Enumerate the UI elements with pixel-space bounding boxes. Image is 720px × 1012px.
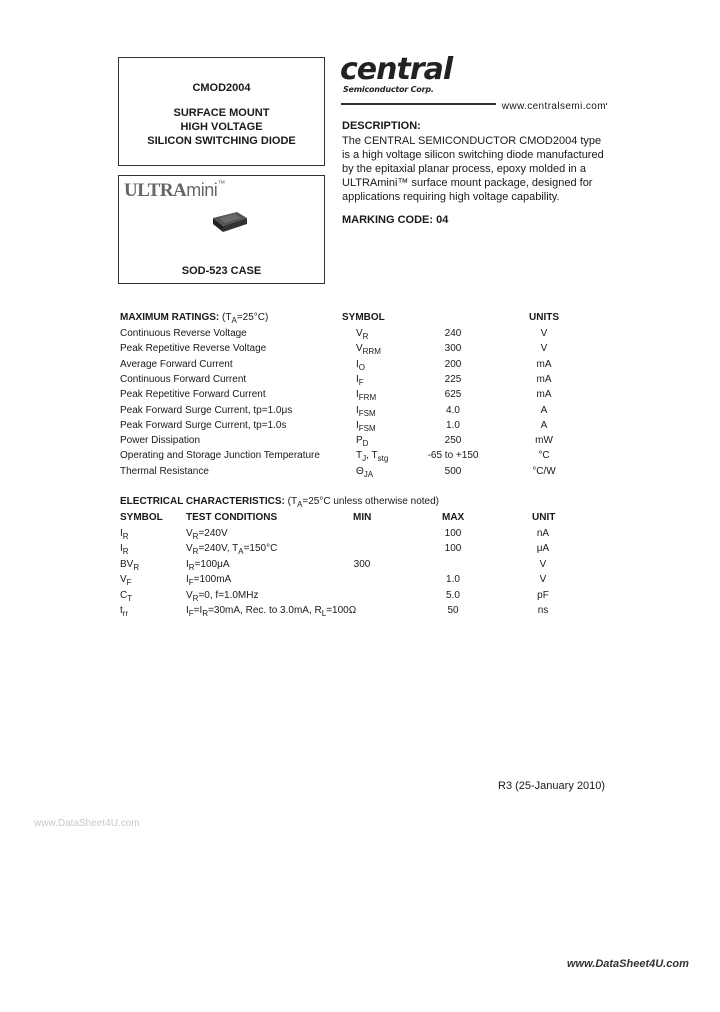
device-description (119, 106, 324, 148)
elec-unit: V (539, 558, 547, 570)
max-rating-symbol: $V_{RRM}$ (356, 343, 381, 357)
description-line: ULTRAmini™ surface mount package, designed for (342, 177, 593, 189)
electrical-title: ELECTRICAL CHARACTERISTICS: (120, 496, 285, 507)
max-ratings-heading (120, 312, 268, 323)
elec-symbol: $I_R$ (120, 543, 129, 557)
cond-post: =25°C unless otherwise noted) (302, 496, 439, 507)
elec-test-condition: $V_R=240V$, $T_A=150^\circ C$ (186, 543, 278, 557)
description-line: by the epitaxial planar process, epoxy molded in a (342, 163, 586, 175)
elec-unit: pF (537, 589, 549, 601)
max-rating-unit: V (540, 328, 548, 339)
elec-max: 1.0 (446, 574, 460, 586)
max-rating-unit: V (540, 343, 548, 355)
title-box (118, 57, 325, 166)
max-rating-value: 200 (444, 358, 462, 370)
description-line: The CENTRAL SEMICONDUCTOR CMOD2004 type (342, 135, 602, 147)
max-rating-param: Continuous Reverse Voltage (120, 328, 247, 339)
elec-symbol: $V_F$ (120, 574, 132, 588)
logo-subtitle: Semiconductor Corp. (343, 85, 434, 94)
electrical-col-max: MAX (442, 512, 465, 523)
max-rating-value: -65 to +150 (427, 450, 479, 462)
logo-wordmark: central (340, 52, 453, 87)
description-heading: DESCRIPTION: (342, 120, 421, 132)
max-rating-symbol: $I_{FRM}$ (356, 389, 377, 403)
cond-sub: A (231, 316, 237, 325)
cond-sub: A (297, 500, 303, 509)
elec-unit: nA (536, 528, 550, 539)
max-ratings-title: MAXIMUM RATINGS: (120, 312, 220, 323)
max-rating-param: Peak Repetitive Reverse Voltage (120, 343, 267, 355)
max-ratings-col-symbol: SYMBOL (342, 312, 385, 323)
description-line: applications requiring high voltage capability. (342, 191, 560, 203)
title-line-2: HIGH VOLTAGE (180, 121, 263, 133)
elec-symbol: $C_T$ (120, 589, 133, 603)
max-rating-param: Power Dissipation (120, 435, 201, 447)
package-box (118, 175, 325, 284)
electrical-condition (288, 496, 439, 507)
description-body (342, 134, 612, 204)
max-rating-value: 500 (444, 465, 462, 477)
central-logo (340, 52, 453, 94)
max-rating-value: 300 (444, 343, 462, 355)
max-rating-symbol: $V_R$ (356, 328, 369, 341)
max-rating-param: Operating and Storage Junction Temperature (120, 450, 320, 462)
elec-max: 100 (444, 543, 462, 555)
title-line-1: SURFACE MOUNT (173, 107, 270, 119)
max-rating-param: Peak Forward Surge Current, tp=1.0μs (120, 404, 293, 416)
max-ratings-condition (222, 312, 268, 323)
max-rating-symbol: $I_{FSM}$ (356, 419, 376, 433)
max-rating-unit: °C (538, 450, 550, 462)
max-rating-unit: A (540, 419, 548, 431)
watermark-faint: www.DataSheet4U.com (34, 818, 140, 829)
elec-test-condition: $I_R=100\mu A$ (186, 558, 230, 572)
website-url: www.centralsemi.com (496, 101, 606, 112)
max-rating-symbol: $P_D$ (356, 435, 369, 449)
max-rating-symbol: $\Theta_{JA}$ (356, 465, 374, 479)
max-rating-param: Continuous Forward Current (120, 373, 247, 385)
description-line: is a high voltage silicon switching diode manufactured (342, 149, 604, 161)
electrical-col-symbol: SYMBOL (120, 512, 163, 523)
max-rating-value: 1.0 (446, 419, 460, 431)
ultramini-logo (124, 179, 225, 202)
elec-unit: ns (537, 605, 549, 616)
max-rating-unit: mW (535, 435, 553, 447)
elec-symbol: $I_R$ (120, 528, 129, 541)
part-number: CMOD2004 (192, 82, 251, 94)
cond-post: =25°C) (236, 312, 269, 323)
sod523-package-image (207, 210, 251, 236)
elec-symbol: $t_{rr}$ (120, 605, 129, 618)
max-rating-unit: A (540, 404, 548, 416)
max-rating-symbol: $I_F$ (356, 373, 364, 387)
marking-code: MARKING CODE: 04 (342, 214, 449, 226)
cond-pre: (T (222, 312, 232, 323)
ultramini-logo-mini: mini (186, 180, 218, 200)
max-rating-unit: mA (536, 358, 552, 370)
elec-unit: V (539, 574, 547, 586)
elec-test-condition: $I_F=I_R=30mA$, Rec. to 3.0mA, $R_L=100\Omega$ (186, 605, 357, 618)
max-rating-value: 225 (444, 373, 462, 385)
elec-max: 50 (447, 605, 459, 616)
elec-test-condition: $V_R=0$, f=1.0MHz (186, 589, 259, 603)
electrical-col-unit: UNIT (532, 512, 556, 523)
elec-max: 100 (444, 528, 462, 539)
max-rating-value: 250 (444, 435, 462, 447)
electrical-col-test: TEST CONDITIONS (186, 512, 278, 523)
cond-pre: (T (287, 496, 298, 507)
max-rating-symbol: $I_O$ (356, 358, 366, 372)
max-ratings-col-units: UNITS (529, 312, 559, 323)
case-label: SOD-523 CASE (181, 265, 262, 277)
elec-unit: μA (536, 543, 550, 555)
max-rating-param: Thermal Resistance (120, 465, 209, 477)
max-rating-unit: mA (536, 373, 552, 385)
max-rating-param: Peak Forward Surge Current, tp=1.0s (120, 419, 287, 431)
elec-min: 300 (353, 558, 371, 570)
max-rating-unit: °C/W (532, 465, 556, 477)
max-rating-unit: mA (536, 389, 552, 401)
elec-test-condition: $I_F=100mA$ (186, 574, 232, 588)
ultramini-logo-tm: ™ (217, 179, 225, 188)
elec-symbol: $BV_R$ (120, 558, 140, 572)
max-rating-param: Peak Repetitive Forward Current (120, 389, 266, 401)
revision-label: R3 (25-January 2010) (498, 780, 606, 792)
ultramini-logo-ultra: ULTRA (124, 180, 187, 201)
elec-test-condition: $V_R=240V$ (186, 528, 228, 541)
electrical-col-min: MIN (353, 512, 372, 523)
elec-max: 5.0 (446, 589, 460, 601)
max-rating-value: 240 (444, 328, 462, 339)
max-rating-value: 625 (444, 389, 462, 401)
max-rating-param: Average Forward Current (120, 358, 233, 370)
max-rating-value: 4.0 (446, 404, 460, 416)
watermark-footer[interactable]: www.DataSheet4U.com (567, 958, 689, 970)
max-rating-symbol: $I_{FSM}$ (356, 404, 376, 418)
max-rating-symbol: $T_J$, $T_{stg}$ (356, 450, 389, 464)
electrical-heading (120, 496, 439, 507)
title-line-3: SILICON SWITCHING DIODE (147, 135, 296, 147)
